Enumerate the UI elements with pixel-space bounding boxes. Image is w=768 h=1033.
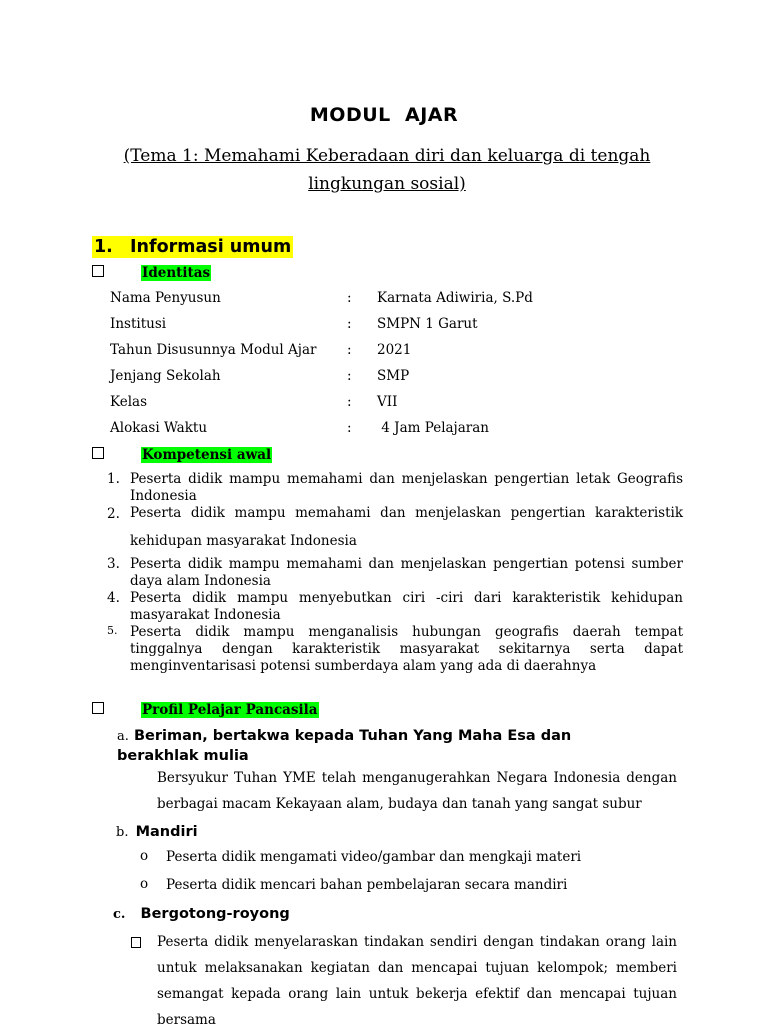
kv-label: Institusi [110, 316, 167, 332]
profil-heading: Profil Pelajar Pancasila [142, 702, 318, 718]
kv-label: Jenjang Sekolah [110, 368, 221, 384]
kompetensi-heading: Kompetensi awal [142, 447, 272, 463]
section-number: 1. [94, 237, 113, 257]
kv-value: SMP [377, 368, 410, 384]
profil-b-heading: b. Mandiri [116, 824, 198, 840]
kv-value: 4 Jam Pelajaran [377, 420, 489, 436]
section-heading-informasi-umum [92, 236, 293, 258]
kv-colon: : [347, 420, 352, 436]
document-subtitle: (Tema 1: Memahami Keberadaan diri dan keluarga di tengah lingkungan sosial) [123, 146, 651, 194]
list-item: Peserta didik mampu menyebutkan ciri -ciri dari karakteristik kehidupan masyarakat Indonesia [130, 590, 683, 623]
kv-value: Karnata Adiwiria, S.Pd [377, 290, 533, 306]
square-bullet-icon [92, 702, 104, 714]
kv-label: Alokasi Waktu [110, 420, 208, 436]
square-bullet-icon [92, 265, 104, 277]
list-item: Peserta didik mencari bahan pembelajaran secara mandiri [166, 877, 568, 893]
identitas-heading: Identitas [142, 265, 211, 281]
list-item: Peserta didik mampu memahami dan menjelaskan pengertian potensi sumber daya alam Indonesia [130, 556, 683, 589]
square-bullet-icon [131, 937, 141, 948]
list-number: 5. [107, 624, 118, 637]
kv-label: Nama Penyusun [110, 290, 221, 306]
square-bullet-icon [92, 447, 104, 459]
list-item: Peserta didik mampu memahami dan menjelaskan pengertian karakteristik kehidupan masyarakat Indonesia [130, 505, 683, 549]
circle-bullet-icon: o [140, 848, 149, 864]
list-number: 2. [107, 506, 120, 522]
kv-colon: : [347, 368, 352, 384]
list-item: Peserta didik mampu memahami dan menjelaskan pengertian letak Geografis Indonesia [130, 471, 683, 504]
kv-colon: : [347, 394, 352, 410]
kv-colon: : [347, 316, 352, 332]
circle-bullet-icon: o [140, 876, 149, 892]
kv-colon: : [347, 290, 352, 306]
kv-value: SMPN 1 Garut [377, 316, 478, 332]
section-title: Informasi umum [130, 237, 292, 257]
profil-a-text: Bersyukur Tuhan YME telah menganugerahkan Negara Indonesia dengan berbagai macam Kekayaan alam, budaya dan tanah yang sangat subur [157, 770, 677, 812]
list-item: Peserta didik mampu menganalisis hubungan geografis daerah tempat tinggalnya dengan karakteristik masyarakat sekitarnya serta dapat menginventarisasi potensi sumberdaya alam yang ada di daerahnya [130, 624, 683, 674]
profil-a-heading: a. Beriman, bertakwa kepada Tuhan Yang Maha Esa dan berakhlak mulia [117, 728, 572, 764]
profil-c-heading: c. Bergotong-royong [113, 906, 290, 922]
kv-value: VII [377, 394, 398, 410]
list-number: 3. [107, 556, 120, 572]
profil-c-text: Peserta didik menyelaraskan tindakan sendiri dengan tindakan orang lain untuk melaksanakan kegiatan dan mencapai tujuan kelompok; memberi semangat kepada orang lain untuk bekerja efektif dan mencapai tujuan bersama [157, 934, 677, 1028]
list-number: 4. [107, 590, 120, 606]
kv-colon: : [347, 342, 352, 358]
list-number: 1. [107, 471, 120, 487]
kv-label: Kelas [110, 394, 148, 410]
document-title: MODUL AJAR [309, 104, 459, 126]
kv-label: Tahun Disusunnya Modul Ajar [110, 342, 317, 358]
list-item: Peserta didik mengamati video/gambar dan mengkaji materi [166, 849, 582, 865]
kv-value: 2021 [377, 342, 412, 358]
